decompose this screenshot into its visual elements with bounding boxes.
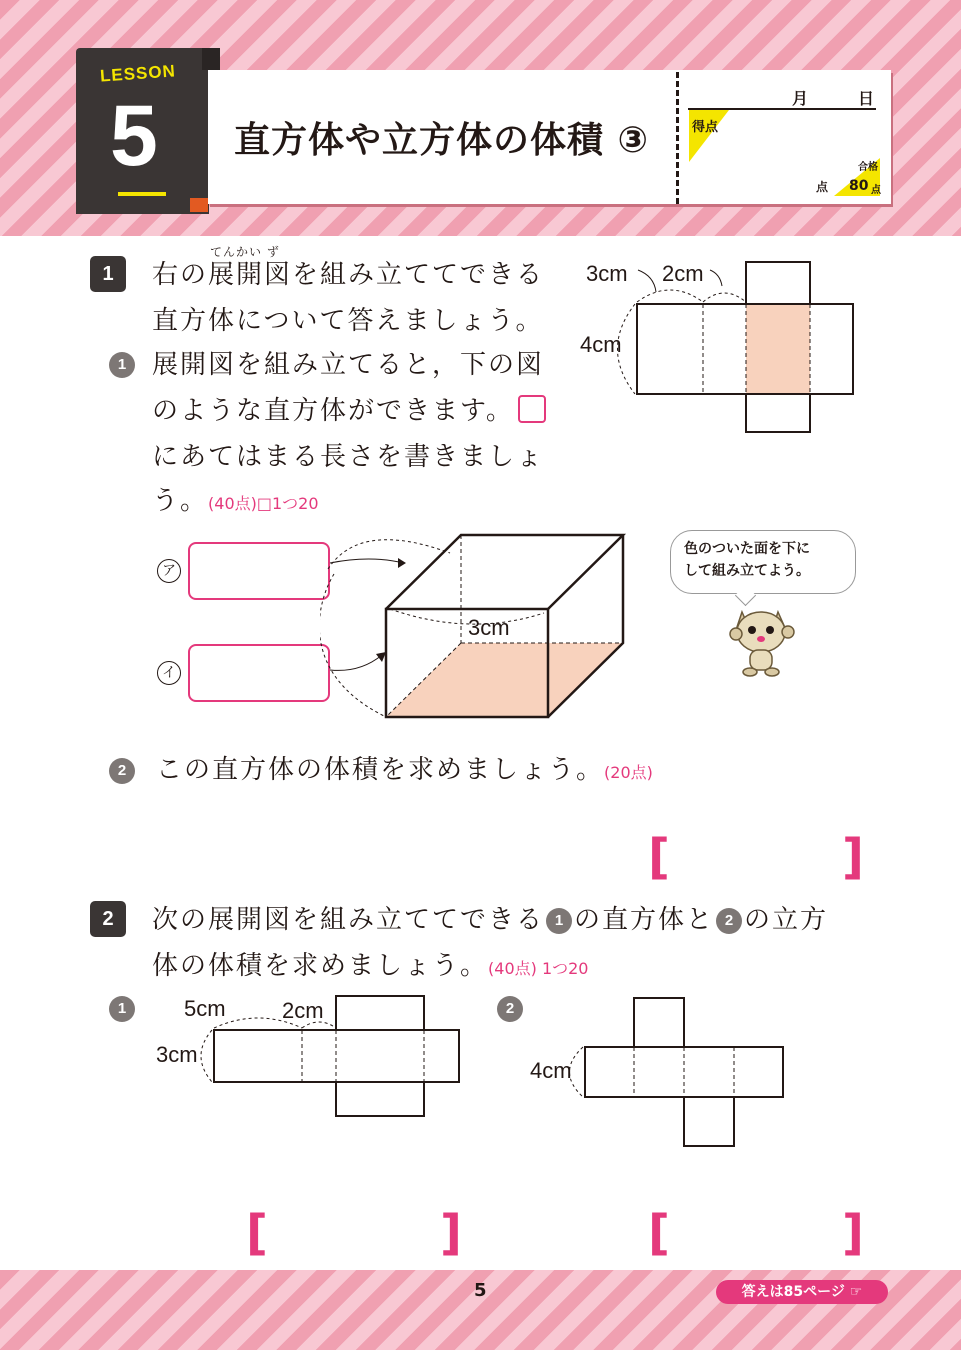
q1-sub2-points: (20点) [604,763,653,782]
arrow-head [376,652,386,662]
question-2-number: 2 [90,901,126,937]
q2-line1-a: 次の展開図を組み立ててできる [152,905,545,935]
q1-sub1-line2-row [152,388,546,434]
cuboid-arc [320,574,386,717]
day-label: 日 [858,89,875,108]
page-title: 直方体や立方体の体積 ③ [234,120,650,161]
q1-sub2-row [156,747,653,796]
net-top-flap [634,998,684,1047]
net-bottom-flap [746,394,810,432]
answer-box-icon [518,395,546,423]
pass-label: 合格 [858,162,878,173]
dimension-arc [201,1030,212,1082]
q1-ruby: てんかい ず [210,245,280,259]
q2-net2-diagram [526,994,790,1150]
cuboid-arc [390,609,544,624]
q2-points: (40点) 1つ20 [488,959,589,978]
q2-net1-diagram [150,990,470,1125]
q1-sub1-points: (40点)□1つ20 [208,494,319,513]
net-top-flap [336,996,424,1030]
q1-line2: 直方体について答えましょう。 [152,306,544,336]
score-label: 得点 [692,120,719,135]
cuboid-label-3cm: 3cm [468,615,510,640]
q1-net-diagram [570,250,870,440]
pass-score: 80 [849,178,869,194]
q1-sub1-number: 1 [109,352,135,378]
net-bottom-flap [684,1097,734,1146]
answer-bracket-open: [ [648,1205,670,1261]
answer-page-link[interactable]: 答えは85ページ ☞ [716,1280,888,1304]
net-bottom-flap [336,1082,424,1116]
q1-sub1-line1: 展開図を組み立てると，下の図 [152,350,545,380]
question-1-number: 1 [90,256,126,292]
cuboid-diagram [320,525,640,725]
label-a: ア [157,559,181,583]
cuboid-bottom-face [386,643,623,717]
hint-line2: して組み立てよう。 [684,563,810,579]
answer-bracket-open: [ [246,1205,268,1261]
net-label-2cm: 2cm [662,261,704,286]
q2-sub2-number: 2 [497,996,523,1022]
q1-sub1-line4: う。 [152,486,209,516]
answer-bracket-close: ] [842,829,864,885]
point-label: 点 [816,180,829,194]
net1-label-2cm: 2cm [282,998,324,1023]
q2-line2: 体の体積を求めましょう。 [152,951,489,981]
lesson-word: LESSON [99,61,177,86]
lesson-tab-accent [190,198,208,212]
answer-bracket-close: ] [842,1205,864,1261]
q1-line1: 右の展開図を組み立ててできる [152,260,545,290]
pointer-arrow-b [330,655,382,670]
dimension-arc [637,290,703,302]
q1-sub1-line3: にあてはまる長さを書きましょ [152,442,545,472]
q2-circle-1: 1 [546,908,572,934]
cuboid-top [386,535,623,609]
answer-box-b[interactable] [188,644,330,702]
q1-sub2-text: この直方体の体積を求めましょう。 [156,755,605,785]
hint-line1: 色のついた面を下に [684,541,810,557]
pointer-arrow-a [330,559,404,563]
dimension-arc [703,293,746,302]
answer-bracket-open: [ [648,829,670,885]
month-label: 月 [792,89,809,108]
q2-sub1-number: 1 [109,996,135,1022]
q2-line1-c: の立方 [744,905,829,935]
hint-text [684,538,810,582]
q1-sub1-line2: のような直方体ができます。 [152,396,514,426]
net-label-3cm: 3cm [586,261,628,286]
net-top-flap [746,262,810,304]
q2-circle-2: 2 [716,908,742,934]
page-number: 5 [474,1280,487,1301]
net1-label-3cm: 3cm [156,1042,198,1067]
q2-line1-b: の直方体と [574,905,715,935]
lesson-number: 5 [110,88,158,184]
q2-line2-row [152,943,589,992]
lesson-tab-fold [202,48,220,70]
net-label-4cm: 4cm [580,332,622,357]
answer-bracket-close: ] [440,1205,462,1261]
label-b: イ [157,661,181,685]
pass-point: 点 [871,185,881,196]
leader-line [638,270,656,292]
arrow-head [398,558,406,568]
title-divider [676,72,679,204]
net-body [637,304,853,394]
q2-line1-row [152,897,828,943]
q1-sub1-line4-row [152,478,319,527]
net2-label-4cm: 4cm [530,1058,572,1083]
answer-box-a[interactable] [188,542,330,600]
lesson-underline [118,192,166,196]
net1-label-5cm: 5cm [184,996,226,1021]
leader-line [710,270,722,286]
q1-sub2-number: 2 [109,758,135,784]
cat-mascot-icon [728,602,800,682]
colored-face [746,304,810,394]
